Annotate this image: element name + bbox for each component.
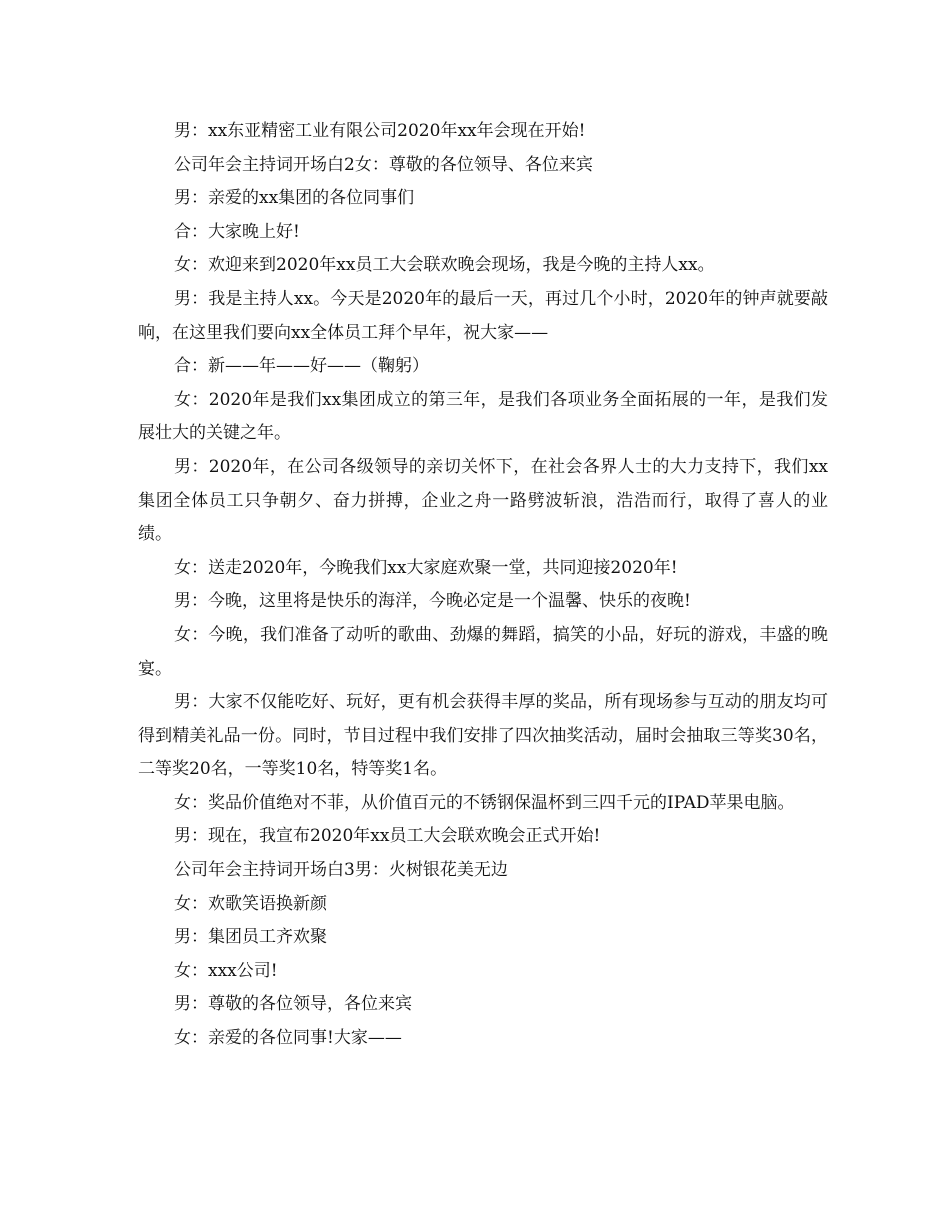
paragraph: 女：送走2020年，今晚我们xx大家庭欢聚一堂，共同迎接2020年! <box>174 557 678 578</box>
paragraph: 女：2020年是我们xx集团成立的第三年，是我们各项业务全面拓展的一年，是我们发展壮大的关键之年。 <box>138 389 828 444</box>
paragraph: 合：新——年——好——（鞠躬） <box>174 356 429 377</box>
paragraph: 男：大家不仅能吃好、玩好，更有机会获得丰厚的奖品，所有现场参与互动的朋友均可得到精美礼品一份。同时，节目过程中我们安排了四次抽奖活动，届时会抽取三等奖30名，二等奖20名，一等奖10名，特等奖1名。 <box>138 692 828 780</box>
paragraph: 男：2020年，在公司各级领导的亲切关怀下，在社会各界人士的大力支持下，我们xx集团全体员工只争朝夕、奋力拼搏，企业之舟一路劈波斩浪，浩浩而行，取得了喜人的业绩。 <box>138 456 828 545</box>
paragraph: 男：集团员工齐欢聚 <box>174 927 327 948</box>
paragraph: 男：现在，我宣布2020年xx员工大会联欢晚会正式开始! <box>174 826 601 847</box>
paragraph: 女：欢歌笑语换新颜 <box>174 893 327 914</box>
paragraph: 公司年会主持词开场白2女：尊敬的各位领导、各位来宾 <box>174 154 593 175</box>
document-body <box>138 115 828 1056</box>
paragraph: 女：欢迎来到2020年xx员工大会联欢晚会现场，我是今晚的主持人xx。 <box>174 255 715 276</box>
paragraph: 女：xxx公司! <box>174 960 278 981</box>
paragraph: 男：我是主持人xx。今天是2020年的最后一天，再过几个小时，2020年的钟声就要敲响，在这里我们要向xx全体员工拜个早年，祝大家—— <box>138 288 828 343</box>
paragraph: 男：亲爱的xx集团的各位同事们 <box>174 188 415 209</box>
paragraph: 男：尊敬的各位领导，各位来宾 <box>174 994 412 1015</box>
paragraph: 女：今晚，我们准备了动听的歌曲、劲爆的舞蹈，搞笑的小品，好玩的游戏，丰盛的晚宴。 <box>138 624 828 679</box>
paragraph: 女：奖品价值绝对不菲，从价值百元的不锈钢保温杯到三四千元的IPAD苹果电脑。 <box>174 792 795 813</box>
paragraph: 女：亲爱的各位同事!大家—— <box>174 1028 402 1049</box>
paragraph: 合：大家晚上好! <box>174 221 300 242</box>
paragraph: 男：今晚，这里将是快乐的海洋，今晚必定是一个温馨、快乐的夜晚! <box>174 591 691 612</box>
paragraph: 男：xx东亚精密工业有限公司2020年xx年会现在开始! <box>174 121 586 141</box>
paragraph: 公司年会主持词开场白3男：火树银花美无边 <box>174 860 508 881</box>
